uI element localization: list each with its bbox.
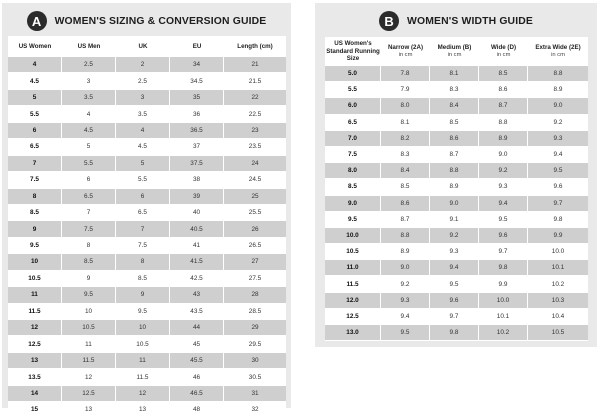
table-row bbox=[8, 320, 286, 336]
column-header-us-men: US Men bbox=[77, 42, 101, 50]
table-cell: 13 bbox=[62, 402, 116, 418]
table-row bbox=[325, 293, 588, 309]
row-size-cell: 11.5 bbox=[325, 276, 381, 292]
table-cell: 41.5 bbox=[170, 254, 224, 270]
table-cell: 8.8 bbox=[381, 228, 430, 244]
table-header-row bbox=[8, 36, 286, 57]
table-cell: 8.5 bbox=[381, 179, 430, 195]
table-cell: 4.5 bbox=[62, 123, 116, 139]
table-cell: 12 bbox=[116, 386, 170, 402]
table-row bbox=[325, 212, 588, 228]
table-cell: 46 bbox=[170, 369, 224, 385]
table-cell: 8.9 bbox=[479, 131, 528, 147]
table-cell: 9.2 bbox=[381, 276, 430, 292]
table-row bbox=[8, 336, 286, 352]
table-cell: 10.4 bbox=[528, 309, 588, 325]
row-size-cell: 11.5 bbox=[8, 304, 62, 320]
table-cell: 43 bbox=[170, 287, 224, 303]
table-cell: 10.1 bbox=[528, 260, 588, 276]
row-size-cell: 12.5 bbox=[8, 336, 62, 352]
table-cell: 9.6 bbox=[430, 293, 479, 309]
row-size-cell: 11.0 bbox=[325, 260, 381, 276]
table-cell: 9.4 bbox=[381, 309, 430, 325]
table-cell: 12.5 bbox=[62, 386, 116, 402]
table-cell: 10.1 bbox=[479, 309, 528, 325]
table-cell: 4 bbox=[62, 106, 116, 122]
table-cell: 29.5 bbox=[224, 336, 286, 352]
row-size-cell: 8.5 bbox=[8, 205, 62, 221]
column-header-label: US Women's Standard Running Size bbox=[326, 40, 380, 63]
section-b-badge: B bbox=[379, 11, 399, 31]
table-cell: 46.5 bbox=[170, 386, 224, 402]
table-cell: 9.5 bbox=[479, 212, 528, 228]
table-cell: 7 bbox=[62, 205, 116, 221]
table-cell: 9.0 bbox=[479, 147, 528, 163]
row-size-cell: 7 bbox=[8, 156, 62, 172]
table-cell: 9.8 bbox=[528, 212, 588, 228]
table-cell: 37.5 bbox=[170, 156, 224, 172]
table-cell: 8 bbox=[116, 254, 170, 270]
table-cell: 22.5 bbox=[224, 106, 286, 122]
table-row bbox=[8, 106, 286, 122]
table-cell: 31 bbox=[224, 386, 286, 402]
table-cell: 5 bbox=[62, 139, 116, 155]
width-guide-title: WOMEN'S WIDTH GUIDE bbox=[407, 15, 533, 27]
row-size-cell: 8 bbox=[8, 189, 62, 205]
table-cell: 38 bbox=[170, 172, 224, 188]
table-cell: 30.5 bbox=[224, 369, 286, 385]
table-cell: 25 bbox=[224, 189, 286, 205]
table-cell: 29 bbox=[224, 320, 286, 336]
table-cell: 2.5 bbox=[62, 57, 116, 73]
table-cell: 10.5 bbox=[62, 320, 116, 336]
table-cell: 8.5 bbox=[430, 115, 479, 131]
table-row bbox=[8, 386, 286, 402]
table-cell: 9.7 bbox=[430, 309, 479, 325]
table-cell: 3 bbox=[62, 73, 116, 89]
table-cell: 10.2 bbox=[479, 325, 528, 341]
column-header-us-women: US Women bbox=[18, 42, 52, 50]
table-cell: 8.7 bbox=[430, 147, 479, 163]
table-cell: 11.5 bbox=[116, 369, 170, 385]
table-row bbox=[8, 189, 286, 205]
table-cell: 9.0 bbox=[430, 196, 479, 212]
table-cell: 8.3 bbox=[381, 147, 430, 163]
row-size-cell: 6 bbox=[8, 123, 62, 139]
table-cell: 8.5 bbox=[62, 254, 116, 270]
table-cell: 8 bbox=[62, 238, 116, 254]
row-size-cell: 11 bbox=[8, 287, 62, 303]
row-size-cell: 13.5 bbox=[8, 369, 62, 385]
table-cell: 9.3 bbox=[381, 293, 430, 309]
table-row bbox=[8, 254, 286, 270]
table-cell: 8.4 bbox=[381, 163, 430, 179]
sizing-guide-panel bbox=[2, 3, 291, 414]
table-cell: 24.5 bbox=[224, 172, 286, 188]
table-cell: 9.3 bbox=[430, 244, 479, 260]
table-cell: 30 bbox=[224, 353, 286, 369]
sizing-table-body bbox=[8, 57, 286, 419]
table-cell: 21.5 bbox=[224, 73, 286, 89]
table-row bbox=[8, 57, 286, 73]
table-cell: 7 bbox=[116, 221, 170, 237]
table-cell: 3 bbox=[116, 90, 170, 106]
table-cell: 9 bbox=[116, 287, 170, 303]
table-cell: 8.4 bbox=[430, 98, 479, 114]
table-row bbox=[8, 353, 286, 369]
table-row bbox=[325, 66, 588, 82]
table-cell: 7.5 bbox=[62, 221, 116, 237]
table-cell: 9.3 bbox=[528, 131, 588, 147]
table-cell: 9.4 bbox=[430, 260, 479, 276]
table-row bbox=[8, 90, 286, 106]
row-size-cell: 9.0 bbox=[325, 196, 381, 212]
row-size-cell: 5 bbox=[8, 90, 62, 106]
table-cell: 48 bbox=[170, 402, 224, 418]
table-cell: 8.5 bbox=[479, 66, 528, 82]
table-row bbox=[325, 163, 588, 179]
row-size-cell: 9 bbox=[8, 221, 62, 237]
table-cell: 8.2 bbox=[381, 131, 430, 147]
table-row bbox=[8, 369, 286, 385]
table-cell: 6 bbox=[116, 189, 170, 205]
table-cell: 28.5 bbox=[224, 304, 286, 320]
table-cell: 9.5 bbox=[430, 276, 479, 292]
table-row bbox=[8, 304, 286, 320]
column-header-standard-size bbox=[325, 37, 381, 66]
table-cell: 24 bbox=[224, 156, 286, 172]
table-cell: 11.5 bbox=[62, 353, 116, 369]
table-cell: 10 bbox=[62, 304, 116, 320]
table-cell: 44 bbox=[170, 320, 224, 336]
table-cell: 9.5 bbox=[62, 287, 116, 303]
table-cell: 9.0 bbox=[381, 260, 430, 276]
table-cell: 9 bbox=[62, 271, 116, 287]
table-cell: 9.0 bbox=[528, 98, 588, 114]
table-cell: 32 bbox=[224, 402, 286, 418]
table-cell: 40 bbox=[170, 205, 224, 221]
table-cell: 27 bbox=[224, 254, 286, 270]
table-cell: 8.8 bbox=[479, 115, 528, 131]
table-cell: 8.7 bbox=[479, 98, 528, 114]
table-cell: 8.9 bbox=[430, 179, 479, 195]
column-header-uk: UK bbox=[138, 42, 148, 50]
width-table-body bbox=[325, 66, 588, 341]
table-row bbox=[325, 244, 588, 260]
table-cell: 10.2 bbox=[528, 276, 588, 292]
table-cell: 11 bbox=[116, 353, 170, 369]
width-guide-heading bbox=[315, 8, 597, 34]
row-size-cell: 4.5 bbox=[8, 73, 62, 89]
table-row bbox=[325, 228, 588, 244]
table-cell: 21 bbox=[224, 57, 286, 73]
table-cell: 9.7 bbox=[479, 244, 528, 260]
table-row bbox=[8, 287, 286, 303]
table-cell: 9.5 bbox=[528, 163, 588, 179]
table-cell: 9.9 bbox=[528, 228, 588, 244]
table-cell: 9.5 bbox=[116, 304, 170, 320]
table-cell: 27.5 bbox=[224, 271, 286, 287]
row-size-cell: 10.5 bbox=[325, 244, 381, 260]
table-cell: 10.3 bbox=[528, 293, 588, 309]
table-header-row bbox=[325, 37, 588, 66]
row-size-cell: 12.0 bbox=[325, 293, 381, 309]
column-header-label: Wide (D) bbox=[490, 44, 517, 51]
table-cell: 10.5 bbox=[116, 336, 170, 352]
table-row bbox=[325, 276, 588, 292]
table-row bbox=[8, 73, 286, 89]
table-cell: 26 bbox=[224, 221, 286, 237]
table-cell: 45 bbox=[170, 336, 224, 352]
width-guide-panel bbox=[315, 3, 597, 347]
table-cell: 34.5 bbox=[170, 73, 224, 89]
row-size-cell: 14 bbox=[8, 386, 62, 402]
table-row bbox=[8, 172, 286, 188]
table-cell: 6.5 bbox=[116, 205, 170, 221]
table-cell: 3.5 bbox=[62, 90, 116, 106]
table-cell: 9.8 bbox=[430, 325, 479, 341]
row-size-cell: 9.5 bbox=[325, 212, 381, 228]
table-cell: 7.9 bbox=[381, 82, 430, 98]
table-row bbox=[8, 271, 286, 287]
table-row bbox=[325, 260, 588, 276]
table-row bbox=[325, 147, 588, 163]
table-cell: 3.5 bbox=[116, 106, 170, 122]
row-size-cell: 8.0 bbox=[325, 163, 381, 179]
table-row bbox=[325, 325, 588, 341]
sizing-guide-heading bbox=[2, 8, 291, 34]
table-row bbox=[325, 98, 588, 114]
table-cell: 37 bbox=[170, 139, 224, 155]
table-row bbox=[8, 205, 286, 221]
table-cell: 26.5 bbox=[224, 238, 286, 254]
table-cell: 22 bbox=[224, 90, 286, 106]
row-size-cell: 4 bbox=[8, 57, 62, 73]
table-cell: 10.0 bbox=[479, 293, 528, 309]
table-cell: 34 bbox=[170, 57, 224, 73]
table-cell: 9.1 bbox=[430, 212, 479, 228]
table-cell: 8.6 bbox=[381, 196, 430, 212]
table-row bbox=[8, 156, 286, 172]
sizing-guide-title: WOMEN'S SIZING & CONVERSION GUIDE bbox=[54, 15, 267, 27]
row-size-cell: 5.5 bbox=[8, 106, 62, 122]
table-cell: 9.6 bbox=[479, 228, 528, 244]
table-cell: 8.3 bbox=[430, 82, 479, 98]
table-cell: 6.5 bbox=[62, 189, 116, 205]
table-row bbox=[325, 309, 588, 325]
column-header-unit: in cm bbox=[551, 51, 565, 58]
table-cell: 2 bbox=[116, 57, 170, 73]
table-cell: 4 bbox=[116, 123, 170, 139]
row-size-cell: 5.5 bbox=[325, 82, 381, 98]
table-cell: 5 bbox=[116, 156, 170, 172]
table-cell: 11 bbox=[62, 336, 116, 352]
table-cell: 9.9 bbox=[479, 276, 528, 292]
table-cell: 8.9 bbox=[381, 244, 430, 260]
row-size-cell: 7.5 bbox=[8, 172, 62, 188]
table-cell: 13 bbox=[116, 402, 170, 418]
table-cell: 2.5 bbox=[116, 73, 170, 89]
table-row bbox=[8, 238, 286, 254]
row-size-cell: 6.5 bbox=[8, 139, 62, 155]
row-size-cell: 7.0 bbox=[325, 131, 381, 147]
column-header-medium bbox=[430, 37, 479, 66]
table-row bbox=[325, 131, 588, 147]
table-cell: 42.5 bbox=[170, 271, 224, 287]
table-cell: 4.5 bbox=[116, 139, 170, 155]
table-cell: 8.8 bbox=[528, 66, 588, 82]
table-cell: 9.7 bbox=[528, 196, 588, 212]
table-cell: 7.5 bbox=[116, 238, 170, 254]
column-header-unit: in cm bbox=[496, 51, 511, 58]
table-row bbox=[8, 139, 286, 155]
table-cell: 9.4 bbox=[479, 196, 528, 212]
table-cell: 8.1 bbox=[381, 115, 430, 131]
table-row bbox=[8, 123, 286, 139]
table-cell: 7.8 bbox=[381, 66, 430, 82]
table-cell: 9.3 bbox=[479, 179, 528, 195]
section-a-badge: A bbox=[27, 11, 47, 31]
row-size-cell: 6.0 bbox=[325, 98, 381, 114]
table-cell: 23.5 bbox=[224, 139, 286, 155]
table-cell: 39 bbox=[170, 189, 224, 205]
table-cell: 41 bbox=[170, 238, 224, 254]
table-cell: 8.0 bbox=[381, 98, 430, 114]
table-cell: 8.7 bbox=[381, 212, 430, 228]
table-cell: 9.5 bbox=[381, 325, 430, 341]
row-size-cell: 6.5 bbox=[325, 115, 381, 131]
table-cell: 8.5 bbox=[116, 271, 170, 287]
table-row bbox=[8, 221, 286, 237]
table-cell: 8.9 bbox=[528, 82, 588, 98]
row-size-cell: 13 bbox=[8, 353, 62, 369]
table-cell: 8.1 bbox=[430, 66, 479, 82]
column-header-label: Medium (B) bbox=[437, 44, 472, 51]
table-cell: 9.2 bbox=[528, 115, 588, 131]
table-cell: 9.6 bbox=[528, 179, 588, 195]
table-cell: 23 bbox=[224, 123, 286, 139]
row-size-cell: 10 bbox=[8, 254, 62, 270]
table-row bbox=[325, 196, 588, 212]
table-row bbox=[325, 115, 588, 131]
table-cell: 8.6 bbox=[479, 82, 528, 98]
column-header-label: Narrow (2A) bbox=[387, 44, 424, 51]
row-size-cell: 10.5 bbox=[8, 271, 62, 287]
column-header-unit: in cm bbox=[398, 51, 413, 58]
table-cell: 12 bbox=[62, 369, 116, 385]
table-cell: 5.5 bbox=[62, 156, 116, 172]
table-row bbox=[325, 82, 588, 98]
table-cell: 8.8 bbox=[430, 163, 479, 179]
column-header-wide bbox=[479, 37, 528, 66]
column-header-extra-wide bbox=[528, 37, 588, 66]
table-row bbox=[325, 179, 588, 195]
row-size-cell: 8.5 bbox=[325, 179, 381, 195]
row-size-cell: 9.5 bbox=[8, 238, 62, 254]
table-cell: 10.0 bbox=[528, 244, 588, 260]
table-cell: 28 bbox=[224, 287, 286, 303]
table-cell: 25.5 bbox=[224, 205, 286, 221]
table-cell: 8.6 bbox=[430, 131, 479, 147]
column-header-label: Extra Wide (2E) bbox=[535, 44, 581, 51]
column-header-eu: EU bbox=[192, 42, 202, 50]
table-cell: 9.2 bbox=[430, 228, 479, 244]
column-header-unit: in cm bbox=[447, 51, 462, 58]
table-cell: 9.2 bbox=[479, 163, 528, 179]
row-size-cell: 10.0 bbox=[325, 228, 381, 244]
table-row bbox=[8, 402, 286, 418]
row-size-cell: 5.0 bbox=[325, 66, 381, 82]
row-size-cell: 13.0 bbox=[325, 325, 381, 341]
column-header-length: Length (cm) bbox=[237, 42, 273, 50]
row-size-cell: 7.5 bbox=[325, 147, 381, 163]
column-header-narrow bbox=[381, 37, 430, 66]
table-cell: 36 bbox=[170, 106, 224, 122]
row-size-cell: 15 bbox=[8, 402, 62, 418]
table-cell: 6 bbox=[62, 172, 116, 188]
table-cell: 45.5 bbox=[170, 353, 224, 369]
table-cell: 9.8 bbox=[479, 260, 528, 276]
row-size-cell: 12.5 bbox=[325, 309, 381, 325]
table-cell: 10.5 bbox=[528, 325, 588, 341]
table-cell: 9.4 bbox=[528, 147, 588, 163]
width-table bbox=[325, 37, 588, 341]
row-size-cell: 12 bbox=[8, 320, 62, 336]
sizing-conversion-table bbox=[8, 36, 286, 419]
table-cell: 40.5 bbox=[170, 221, 224, 237]
table-cell: 5.5 bbox=[116, 172, 170, 188]
table-cell: 43.5 bbox=[170, 304, 224, 320]
table-cell: 35 bbox=[170, 90, 224, 106]
table-cell: 36.5 bbox=[170, 123, 224, 139]
table-cell: 10 bbox=[116, 320, 170, 336]
